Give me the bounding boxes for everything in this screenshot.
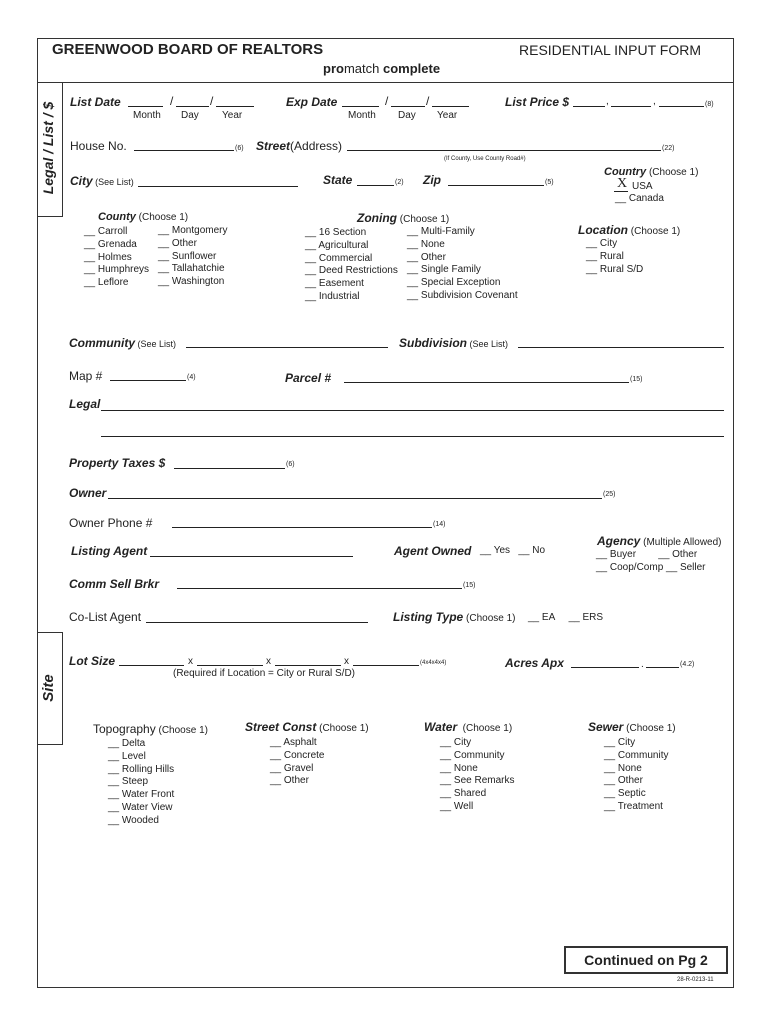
zoning-option[interactable]: __ Commercial	[305, 252, 373, 264]
agency-options-1[interactable]: __ Buyer __ Other	[596, 549, 698, 560]
lot-size-label: Lot Size	[69, 654, 116, 668]
county-option[interactable]: __ Holmes	[84, 251, 132, 263]
list-price-label: List Price $	[505, 95, 570, 109]
sidebar-divider	[62, 82, 63, 217]
topography-title: Topography	[93, 722, 156, 736]
date-slash: /	[210, 94, 214, 108]
exp-date-label: Exp Date	[286, 95, 338, 109]
site-sidebar-divider	[62, 632, 63, 744]
county-option[interactable]: __ Sunflower	[158, 250, 217, 262]
section-divider-site-top	[37, 632, 63, 633]
exp-date-day-field[interactable]	[391, 106, 425, 107]
owner-field[interactable]	[108, 498, 602, 499]
section-label-site: Site	[40, 674, 57, 702]
location-list	[586, 238, 643, 276]
street-const-title: Street Const	[245, 720, 317, 734]
house-no-length: (6)	[235, 145, 244, 152]
zoning-option[interactable]: __ Subdivision Covenant	[407, 289, 518, 301]
county-option[interactable]: __ Other	[158, 237, 197, 249]
owner-phone-label: Owner Phone #	[69, 516, 153, 530]
county-title: County	[98, 211, 136, 223]
parcel-field[interactable]	[344, 382, 629, 383]
lot-size-field-3[interactable]	[275, 665, 341, 666]
zoning-option[interactable]: __ Industrial	[305, 290, 360, 302]
listing-type-choose: (Choose 1)	[463, 613, 516, 624]
section-label-legal: Legal / List / $	[40, 101, 56, 195]
zoning-option[interactable]: __ Single Family	[407, 264, 481, 276]
country-choose: (Choose 1)	[646, 167, 699, 178]
map-length: (4)	[187, 374, 196, 381]
location-title: Location	[578, 223, 628, 237]
location-heading	[578, 223, 680, 237]
street-note: (If County, Use County Road#)	[444, 156, 526, 162]
agency-options-2[interactable]: __ Coop/Comp __ Seller	[596, 562, 706, 573]
listing-type-heading	[393, 610, 515, 624]
parcel-label: Parcel #	[285, 371, 332, 385]
zoning-option[interactable]: __ Deed Restrictions	[305, 265, 398, 277]
sewer-option[interactable]: __ City	[604, 737, 636, 748]
state-length: (2)	[395, 179, 404, 186]
zoning-option[interactable]: __ 16 Section	[305, 227, 367, 238]
location-option[interactable]: __ Rural	[586, 250, 624, 262]
city-label	[70, 174, 134, 188]
city-field[interactable]	[138, 186, 298, 187]
zoning-option[interactable]: __ Other	[407, 251, 446, 263]
zoning-list-1	[305, 227, 398, 304]
street-label-suffix: (Address)	[290, 139, 343, 153]
lot-size-x: x	[266, 656, 271, 667]
city-label-bold: City	[70, 174, 93, 188]
list-date-month-field[interactable]	[128, 106, 163, 107]
street-field[interactable]	[347, 150, 661, 151]
community-label	[69, 336, 176, 350]
co-list-agent-field[interactable]	[146, 622, 368, 623]
sewer-choose: (Choose 1)	[623, 723, 676, 734]
topography-heading	[93, 722, 208, 736]
acres-apx-label: Acres Apx	[505, 656, 564, 670]
water-option[interactable]: __ Community	[440, 749, 505, 761]
brand-pro: pro	[323, 61, 344, 76]
lot-size-field-1[interactable]	[119, 665, 184, 666]
parcel-length: (15)	[630, 376, 643, 383]
location-option[interactable]: __ City	[586, 238, 618, 249]
owner-label: Owner	[69, 486, 107, 500]
community-title: Community	[69, 336, 135, 350]
comm-sell-brkr-length: (15)	[463, 582, 476, 589]
location-option[interactable]: __ Rural S/D	[586, 263, 644, 275]
sewer-option[interactable]: __ Treatment	[604, 800, 663, 812]
zoning-option[interactable]: __ Multi-Family	[407, 226, 475, 237]
sewer-option[interactable]: __ Other	[604, 775, 643, 787]
zoning-heading	[357, 211, 449, 225]
list-price-field-3[interactable]	[659, 106, 704, 107]
topography-option[interactable]: __ Steep	[108, 776, 149, 788]
state-label: State	[323, 173, 353, 187]
lot-size-x: x	[188, 656, 193, 667]
street-const-option[interactable]: __ Gravel	[270, 762, 314, 774]
country-usa-blank[interactable]	[614, 191, 628, 192]
street-const-option[interactable]: __ Asphalt	[270, 737, 317, 748]
topography-option[interactable]: __ Level	[108, 750, 146, 762]
zoning-title: Zoning	[357, 211, 397, 225]
listing-type-options[interactable]: __ EA __ ERS	[528, 612, 604, 623]
street-const-option[interactable]: __ Concrete	[270, 749, 325, 761]
water-option[interactable]: __ See Remarks	[440, 775, 515, 787]
agency-heading	[597, 534, 722, 548]
zoning-option[interactable]: __ Agricultural	[305, 239, 369, 251]
sewer-list	[604, 737, 668, 814]
house-no-label: House No.	[70, 139, 127, 153]
list-date-month-caption: Month	[133, 110, 161, 121]
topography-option[interactable]: __ Water View	[108, 801, 173, 813]
brand-logo	[323, 61, 440, 76]
county-option[interactable]: __ Carroll	[84, 226, 128, 237]
sewer-option[interactable]: __ Community	[604, 749, 669, 761]
list-date-day-field[interactable]	[176, 106, 209, 107]
county-list-2	[158, 225, 227, 289]
owner-length: (25)	[603, 491, 616, 498]
map-field[interactable]	[110, 380, 186, 381]
list-date-day-caption: Day	[181, 110, 199, 121]
zoning-list-2	[407, 226, 518, 303]
date-slash: /	[426, 94, 430, 108]
list-date-year-field[interactable]	[216, 106, 254, 107]
water-heading	[424, 720, 512, 734]
water-option[interactable]: __ City	[440, 737, 472, 748]
street-const-option[interactable]: __ Other	[270, 775, 309, 787]
zoning-option[interactable]: __ Easement	[305, 278, 364, 290]
lot-size-length: (4x4x4x4)	[420, 660, 447, 666]
list-date-year-caption: Year	[222, 110, 243, 121]
date-slash: /	[170, 94, 174, 108]
agency-title: Agency	[597, 534, 641, 548]
property-taxes-label: Property Taxes $	[69, 456, 166, 470]
county-option[interactable]: __ Tallahatchie	[158, 263, 225, 275]
street-const-heading	[245, 720, 369, 734]
water-title: Water	[424, 720, 458, 734]
water-option[interactable]: __ Well	[440, 800, 474, 812]
form-code: 28-R-0213-11	[677, 977, 714, 983]
topography-list	[108, 738, 174, 828]
legal-label: Legal	[69, 397, 101, 411]
listing-agent-field[interactable]	[150, 556, 353, 557]
brand-match: match	[343, 61, 380, 76]
listing-type-title: Listing Type	[393, 610, 464, 624]
lot-size-field-4[interactable]	[353, 665, 419, 666]
county-option[interactable]: __ Montgomery	[158, 225, 228, 236]
subdivision-field[interactable]	[518, 347, 724, 348]
zoning-option[interactable]: __ None	[407, 238, 445, 250]
county-choose: (Choose 1)	[135, 212, 189, 223]
community-field[interactable]	[186, 347, 388, 348]
water-choose: (Choose 1)	[457, 723, 513, 734]
header-divider	[37, 82, 734, 83]
county-option[interactable]: __ Humphreys	[84, 264, 150, 276]
agent-owned-label: Agent Owned	[394, 544, 472, 558]
date-slash: /	[385, 94, 389, 108]
continued-box: Continued on Pg 2	[564, 946, 728, 974]
exp-date-year-field[interactable]	[432, 106, 469, 107]
sewer-option[interactable]: __ Septic	[604, 788, 646, 800]
zoning-option[interactable]: __ Special Exception	[407, 277, 501, 289]
subdivision-see-list: (See List)	[467, 339, 509, 349]
zoning-choose: (Choose 1)	[396, 214, 450, 225]
topography-option[interactable]: __ Delta	[108, 738, 146, 749]
subdivision-label	[399, 336, 508, 350]
city-see-list: (See List)	[92, 177, 134, 187]
water-option[interactable]: __ None	[440, 762, 478, 774]
co-list-agent-label: Co-List Agent	[69, 610, 142, 624]
street-label-bold: Street	[256, 139, 291, 153]
acres-apx-length: (4.2)	[680, 661, 695, 668]
community-see-list: (See List)	[135, 339, 177, 349]
street-length: (22)	[662, 145, 675, 152]
agency-note: (Multiple Allowed)	[640, 537, 722, 548]
exp-date-day-caption: Day	[398, 110, 416, 121]
comma: ,	[606, 96, 609, 107]
list-price-field-1[interactable]	[573, 106, 605, 107]
section-divider-site-bottom	[37, 744, 63, 745]
location-choose: (Choose 1)	[628, 226, 681, 237]
country-usa-option[interactable]: USA	[632, 181, 653, 192]
brand-complete: complete	[379, 61, 441, 76]
legal-field-2[interactable]	[101, 436, 724, 437]
street-label	[256, 139, 342, 153]
property-taxes-length: (6)	[286, 461, 295, 468]
agent-owned-options[interactable]: __ Yes __ No	[480, 545, 546, 556]
comm-sell-brkr-field[interactable]	[177, 588, 462, 589]
zip-field[interactable]	[448, 185, 544, 186]
sewer-heading	[588, 720, 676, 734]
owner-phone-length: (14)	[433, 521, 446, 528]
topography-option[interactable]: __ Wooded	[108, 814, 159, 826]
section-divider	[37, 216, 63, 217]
county-option[interactable]: __ Washington	[158, 276, 225, 288]
decimal-point: .	[641, 659, 644, 670]
listing-agent-label: Listing Agent	[71, 544, 148, 558]
org-name: GREENWOOD BOARD OF REALTORS	[52, 41, 324, 58]
list-date-label: List Date	[70, 95, 121, 109]
county-heading	[98, 211, 188, 223]
list-price-field-2[interactable]	[611, 106, 651, 107]
exp-date-month-caption: Month	[348, 110, 376, 121]
topography-option[interactable]: __ Water Front	[108, 789, 175, 801]
country-usa-checkmark[interactable]: X	[617, 176, 628, 191]
lot-size-x: x	[344, 656, 349, 667]
property-taxes-field[interactable]	[174, 468, 285, 469]
acres-apx-field-1[interactable]	[571, 667, 639, 668]
water-list	[440, 737, 514, 814]
zip-label: Zip	[423, 173, 441, 187]
legal-field-1[interactable]	[101, 410, 724, 411]
water-option[interactable]: __ Shared	[440, 788, 487, 800]
comm-sell-brkr-label: Comm Sell Brkr	[69, 577, 160, 591]
sewer-option[interactable]: __ None	[604, 762, 642, 774]
comma: ,	[653, 96, 656, 107]
sewer-title: Sewer	[588, 720, 624, 734]
form-title: RESIDENTIAL INPUT FORM	[519, 42, 702, 58]
lot-size-note: (Required if Location = City or Rural S/D)	[173, 668, 356, 679]
exp-date-year-caption: Year	[437, 110, 458, 121]
owner-phone-field[interactable]	[172, 527, 432, 528]
street-const-list	[270, 737, 324, 788]
topography-option[interactable]: __ Rolling Hills	[108, 763, 175, 775]
county-list-1	[84, 226, 149, 290]
country-canada-option[interactable]: __ Canada	[615, 193, 664, 204]
county-option[interactable]: __ Leflore	[84, 277, 129, 289]
list-price-length: (8)	[705, 101, 714, 108]
topography-choose: (Choose 1)	[155, 725, 208, 736]
country-title: Country	[604, 166, 647, 178]
house-no-field[interactable]	[134, 150, 234, 151]
state-field[interactable]	[357, 185, 394, 186]
form-frame	[37, 38, 734, 988]
lot-size-field-2[interactable]	[197, 665, 263, 666]
map-label: Map #	[69, 369, 103, 383]
zip-length: (5)	[545, 179, 554, 186]
acres-apx-field-2[interactable]	[646, 667, 679, 668]
street-const-choose: (Choose 1)	[316, 723, 369, 734]
subdivision-title: Subdivision	[399, 336, 468, 350]
county-option[interactable]: __ Grenada	[84, 238, 137, 250]
exp-date-month-field[interactable]	[342, 106, 379, 107]
